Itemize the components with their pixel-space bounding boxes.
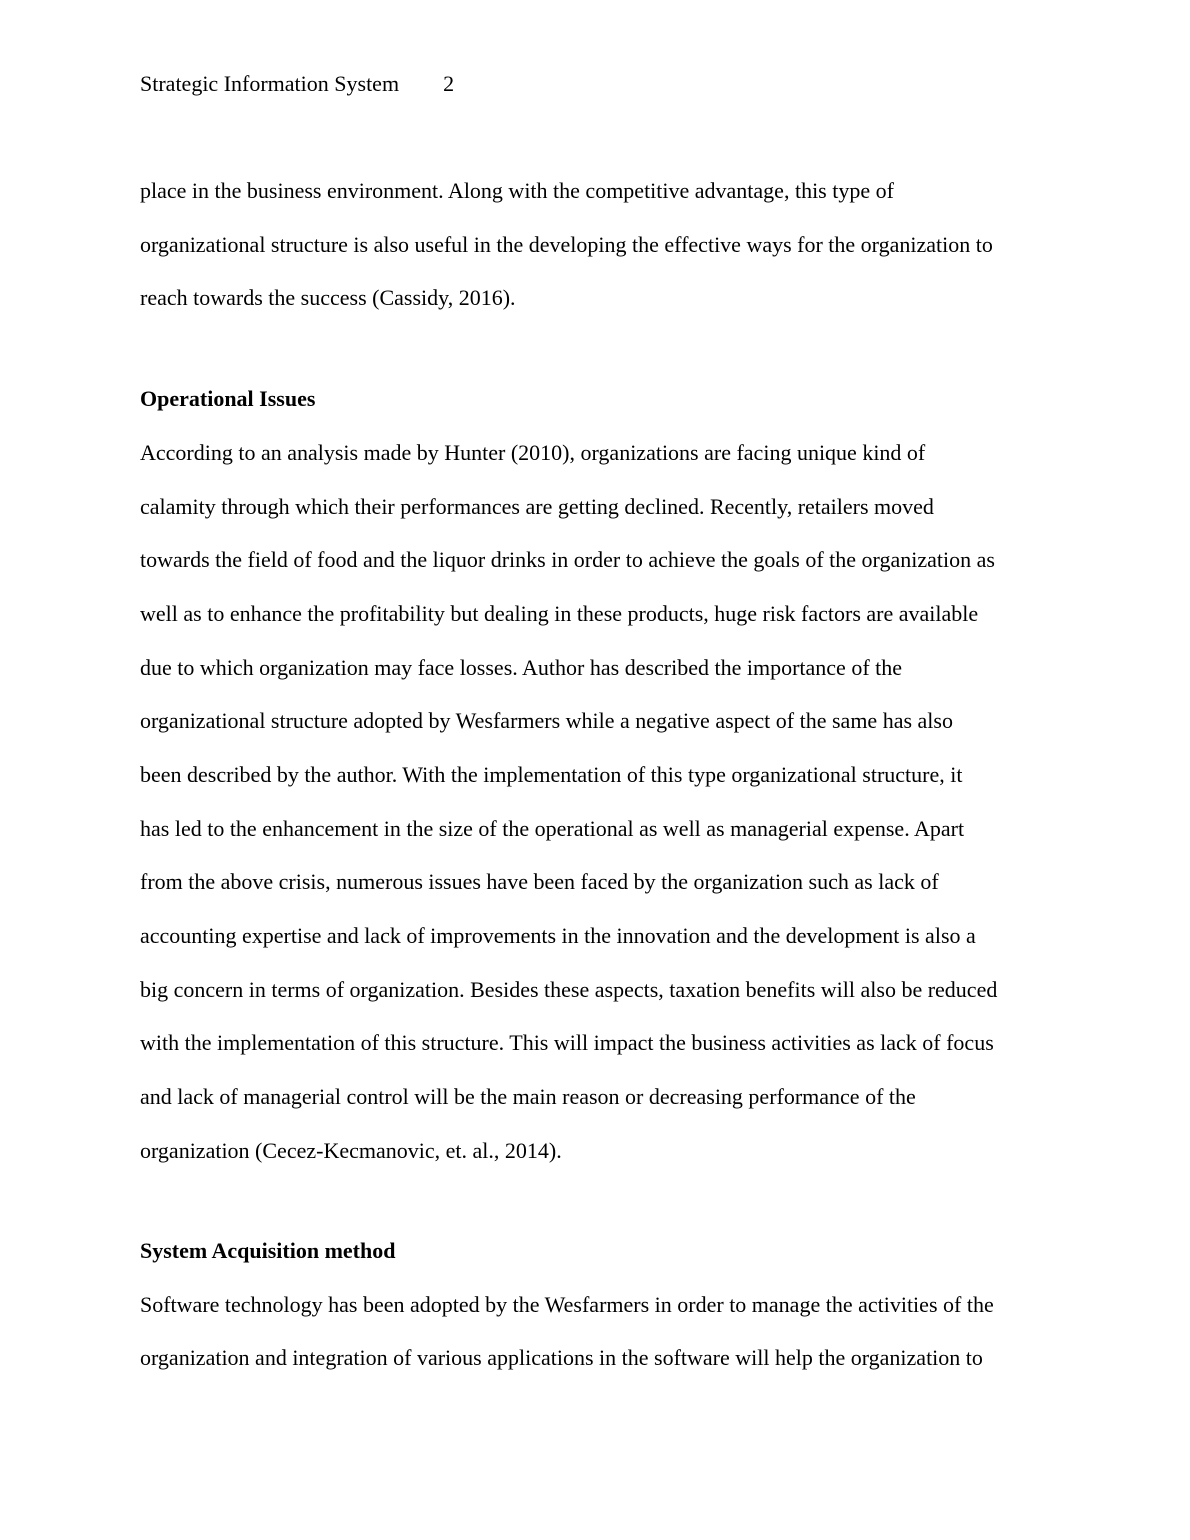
running-head-title: Strategic Information System [140, 71, 400, 96]
paragraph-line: big concern in terms of organization. Besides these aspects, taxation benefits will also be reduced [140, 977, 998, 1002]
paragraph-line: place in the business environment. Along with the competitive advantage, this type of [140, 178, 894, 203]
paragraph-line: Software technology has been adopted by the Wesfarmers in order to manage the activities of the [140, 1292, 994, 1317]
paragraph-line: and lack of managerial control will be the main reason or decreasing performance of the [140, 1084, 916, 1109]
paragraph-line: well as to enhance the profitability but dealing in these products, huge risk factors are available [140, 601, 979, 626]
paragraph-line: from the above crisis, numerous issues have been faced by the organization such as lack of [140, 869, 939, 894]
section-heading-system-acquisition: System Acquisition method [140, 1238, 396, 1263]
page-number: 2 [443, 71, 455, 96]
paragraph-line: organization and integration of various applications in the software will help the organization to [140, 1345, 983, 1370]
paragraph-line: According to an analysis made by Hunter (2010), organizations are facing unique kind of [140, 440, 926, 465]
section-heading-operational-issues: Operational Issues [140, 386, 316, 411]
running-head [140, 70, 454, 98]
paragraph-line: organizational structure is also useful in the developing the effective ways for the organization to [140, 232, 993, 257]
paragraph-line: with the implementation of this structure. This will impact the business activities as lack of focus [140, 1030, 994, 1055]
paragraph-line: organization (Cecez-Kecmanovic, et. al., 2014). [140, 1138, 562, 1163]
paragraph-line: due to which organization may face losses. Author has described the importance of the [140, 655, 903, 680]
paragraph-line: organizational structure adopted by Wesfarmers while a negative aspect of the same has also [140, 708, 953, 733]
paragraph-line: been described by the author. With the implementation of this type organizational structure, it [140, 762, 963, 787]
paragraph-line: reach towards the success (Cassidy, 2016). [140, 285, 516, 310]
paragraph-line: towards the field of food and the liquor drinks in order to achieve the goals of the organization as [140, 547, 995, 572]
paragraph-line: calamity through which their performances are getting declined. Recently, retailers moved [140, 494, 934, 519]
paragraph-line: has led to the enhancement in the size of the operational as well as managerial expense. Apart [140, 816, 965, 841]
paragraph-line: accounting expertise and lack of improvements in the innovation and the development is also a [140, 923, 976, 948]
